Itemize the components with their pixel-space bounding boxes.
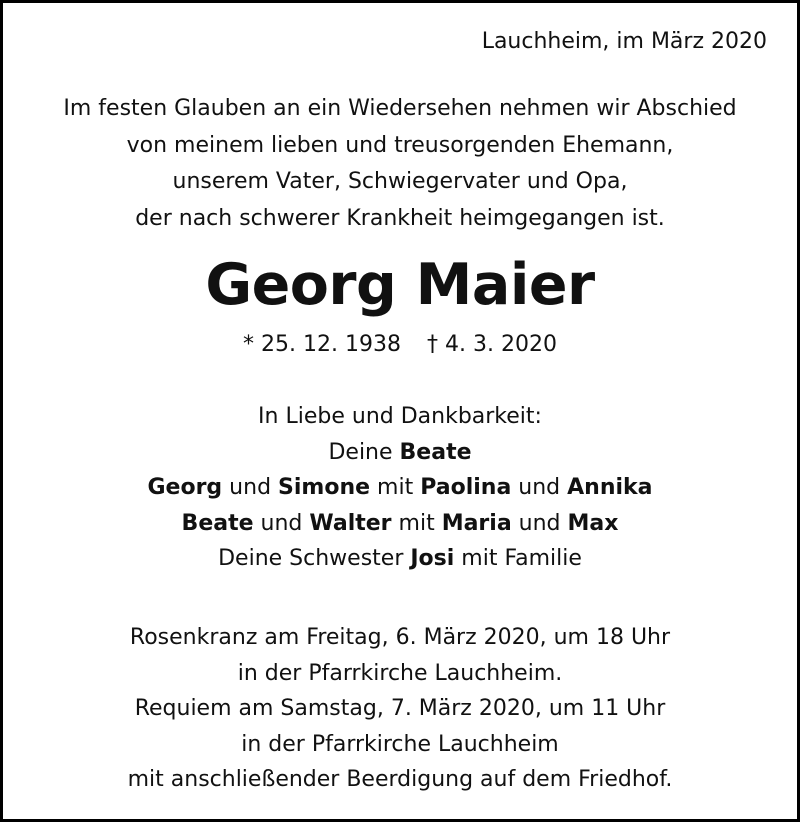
service-line: in der Pfarrkirche Lauchheim — [241, 731, 559, 757]
intro-line: von meinem lieben und treusorgenden Ehemann, — [126, 132, 674, 158]
mourner-text: mit — [370, 475, 421, 500]
mourner-name: Walter — [309, 510, 392, 536]
service-line: Requiem am Samstag, 7. März 2020, um 11 Uhr — [134, 696, 666, 721]
death-date: † 4. 3. 2020 — [427, 332, 557, 357]
mourner-text: und — [511, 475, 568, 500]
intro-line: Im festen Glauben an ein Wiedersehen nehmen wir Abschied — [63, 96, 737, 121]
intro-line: unserem Vater, Schwiegervater und Opa, — [172, 169, 628, 194]
mourner-name: Georg — [147, 475, 223, 500]
mourner-name: Max — [567, 510, 619, 536]
intro-line: der nach schwerer Krankheit heimgegangen ist. — [135, 205, 665, 231]
mourner-text: mit Familie — [454, 546, 582, 571]
life-dates — [3, 329, 797, 361]
place-date: Lauchheim, im März 2020 — [481, 29, 767, 54]
mourner-text: mit — [391, 510, 442, 536]
birth-date: * 25. 12. 1938 — [243, 332, 401, 357]
mourner-name: Beate — [399, 439, 472, 465]
mourner-name: Annika — [567, 475, 653, 500]
mourner-line — [3, 470, 797, 506]
service-line: mit anschließender Beerdigung auf dem Friedhof. — [127, 767, 673, 792]
mourner-text: Deine Schwester — [218, 546, 411, 571]
service-details — [3, 620, 797, 798]
mourners-list — [3, 399, 797, 577]
service-line: in der Pfarrkirche Lauchheim. — [237, 660, 563, 686]
intro-text — [3, 91, 797, 237]
mourner-name: Paolina — [420, 475, 512, 500]
mourner-line — [3, 506, 797, 542]
mourner-text: und — [222, 475, 279, 500]
mourner-text: Deine — [328, 439, 400, 465]
service-line: Rosenkranz am Freitag, 6. März 2020, um 18 Uhr — [129, 625, 671, 650]
mourner-name: Simone — [278, 475, 371, 500]
mourner-text: und — [511, 510, 568, 536]
mourners-heading: In Liebe und Dankbarkeit: — [258, 404, 542, 429]
mourner-line — [3, 541, 797, 577]
mourner-name: Josi — [410, 546, 455, 571]
mourner-name: Beate — [181, 510, 254, 536]
mourner-name: Maria — [441, 510, 512, 536]
deceased-name: Georg Maier — [205, 252, 595, 318]
mourner-line — [3, 435, 797, 471]
mourner-text: und — [253, 510, 310, 536]
